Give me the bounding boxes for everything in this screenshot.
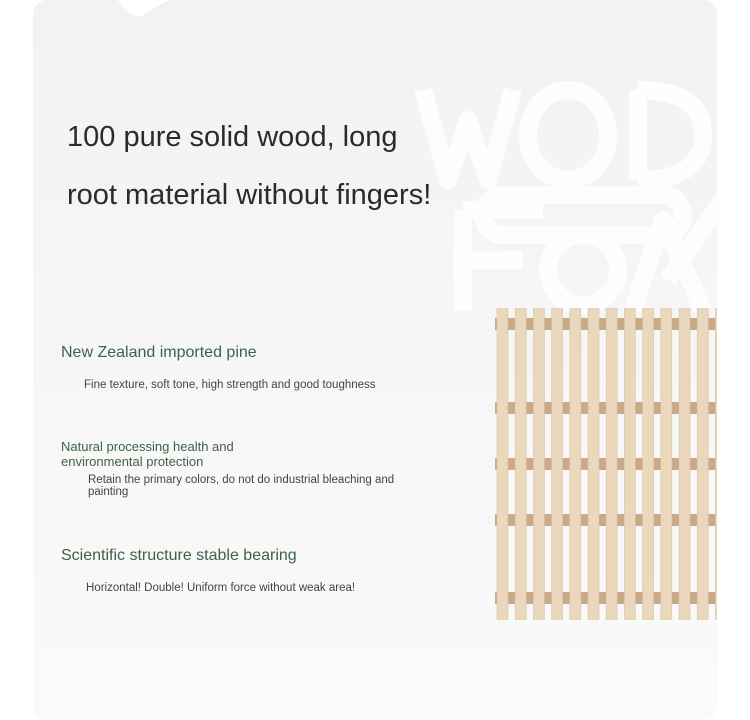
feature-title-structure: Scientific structure stable bearing	[61, 547, 297, 564]
wood-slat	[697, 308, 708, 620]
wood-slat	[515, 308, 526, 620]
headline-line-2: root material without fingers!	[67, 179, 432, 211]
feature-desc-processing: Retain the primary colors, do not do industrial bleaching and painting	[88, 474, 395, 498]
wood-slat	[497, 308, 508, 620]
wood-slat	[715, 308, 717, 620]
feature-title-processing: Natural processing health and environmental protection	[61, 439, 234, 469]
wood-slat	[679, 308, 690, 620]
wood-slat	[643, 308, 654, 620]
feature-desc-pine: Fine texture, soft tone, high strength and good toughness	[84, 379, 376, 391]
wood-slat	[606, 308, 617, 620]
wood-slat	[624, 308, 635, 620]
wood-slat	[552, 308, 563, 620]
wood-slat	[570, 308, 581, 620]
wood-slat-bed-frame-image	[495, 308, 717, 620]
headline	[67, 108, 487, 224]
headline-line-1: 100 pure solid wood, long	[67, 121, 398, 153]
wood-slat	[661, 308, 672, 620]
wood-slat	[533, 308, 544, 620]
feature-desc-structure: Horizontal! Double! Uniform force without weak area!	[86, 582, 356, 594]
feature-title-pine: New Zealand imported pine	[61, 344, 257, 361]
wood-slat	[588, 308, 599, 620]
